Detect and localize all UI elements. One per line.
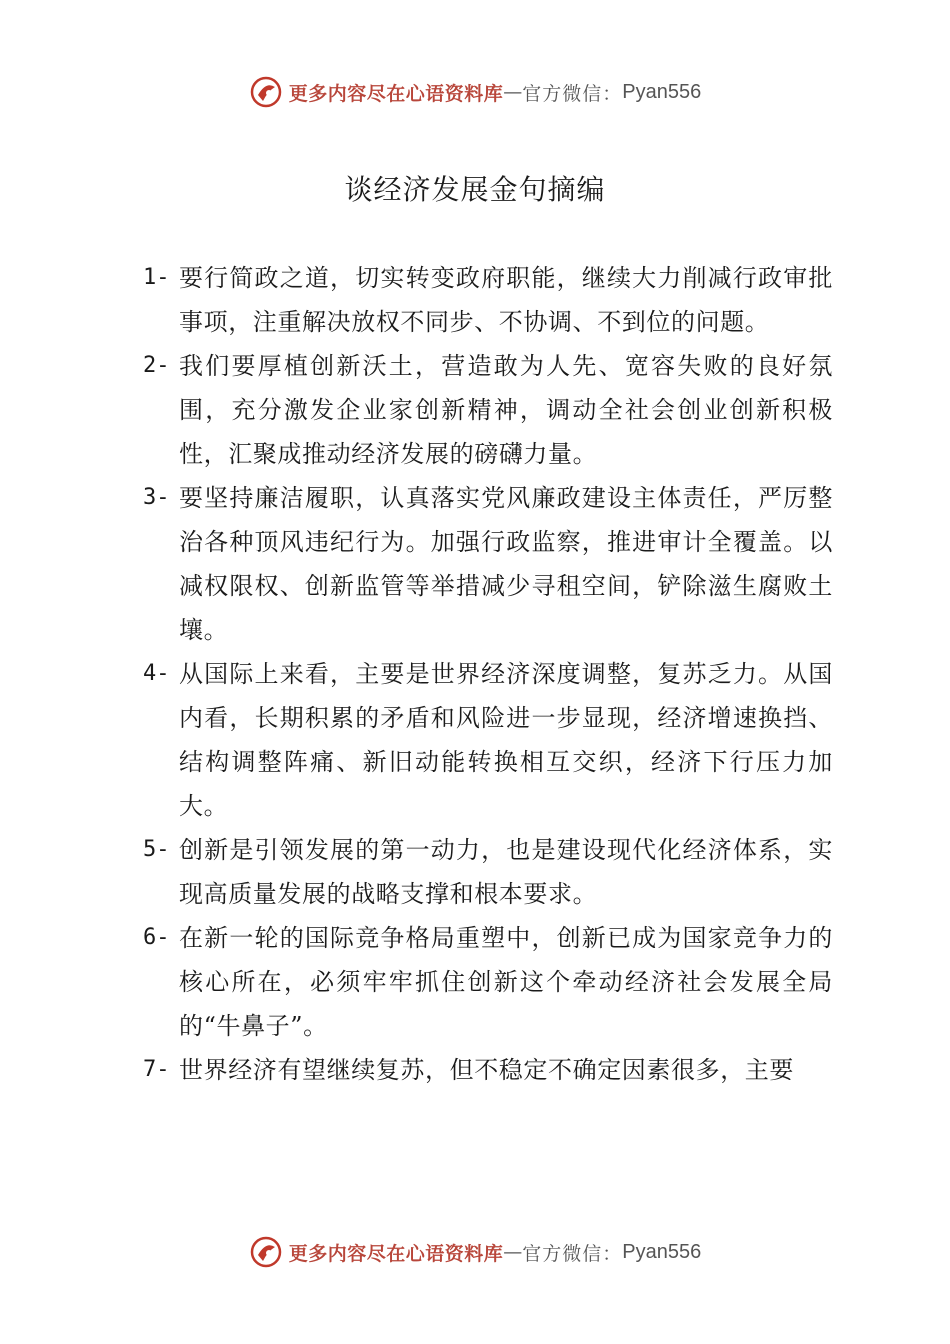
- item-text: 我们要厚植创新沃土，营造敢为人先、宽容失败的良好氛围，充分激发企业家创新精神，调动全社会创业创新积极性，汇聚成推动经济发展的磅礴力量。: [179, 352, 833, 468]
- list-item: [143, 256, 833, 344]
- banner-separator: —: [503, 81, 523, 103]
- list-item: [143, 828, 833, 916]
- item-text: 从国际上来看，主要是世界经济深度调整，复苏乏力。从国内看，长期积累的矛盾和风险进一步显现，经济增速换挡、结构调整阵痛、新旧动能转换相互交织，经济下行压力加大。: [179, 660, 833, 820]
- item-number: 6-: [143, 925, 170, 950]
- footer-banner: [0, 1232, 950, 1272]
- page-title: 谈经济发展金句摘编: [344, 173, 606, 206]
- banner-text: 更多内容尽在心语资料库: [288, 1242, 504, 1265]
- item-text: 创新是引领发展的第一动力，也是建设现代化经济体系，实现高质量发展的战略支撑和根本要求。: [179, 836, 833, 908]
- list-item: [143, 344, 833, 476]
- banner-wechat-id: Pyan556: [622, 80, 702, 103]
- item-text: 在新一轮的国际竞争格局重塑中，创新已成为国家竞争力的核心所在，必须牢牢抓住创新这个牵动经济社会发展全局的“牛鼻子”。: [179, 924, 833, 1040]
- item-text: 世界经济有望继续复苏，但不稳定不确定因素很多，主要: [179, 1056, 794, 1084]
- quote-list: [143, 256, 833, 1092]
- banner-wechat-label: 官方微信：: [522, 1242, 623, 1265]
- list-item: [143, 652, 833, 828]
- item-number: 7-: [143, 1057, 170, 1082]
- banner-wechat-label: 官方微信：: [522, 82, 623, 105]
- list-item: [143, 916, 833, 1048]
- banner-separator: —: [503, 1241, 523, 1263]
- item-number: 1-: [143, 265, 170, 290]
- logo-icon: [249, 1235, 283, 1269]
- item-number: 2-: [143, 353, 170, 378]
- item-number: 3-: [143, 485, 170, 510]
- item-number: 5-: [143, 837, 170, 862]
- list-item: [143, 1048, 833, 1092]
- list-item: [143, 476, 833, 652]
- item-number: 4-: [143, 661, 170, 686]
- header-banner: [0, 72, 950, 112]
- logo-icon: [249, 75, 283, 109]
- banner-text: 更多内容尽在心语资料库: [288, 82, 504, 105]
- banner-wechat-id: Pyan556: [622, 1240, 702, 1263]
- item-text: 要行简政之道，切实转变政府职能，继续大力削减行政审批事项，注重解决放权不同步、不协调、不到位的问题。: [179, 264, 833, 336]
- item-text: 要坚持廉洁履职，认真落实党风廉政建设主体责任，严厉整治各种顶风违纪行为。加强行政监察，推进审计全覆盖。以减权限权、创新监管等举措减少寻租空间，铲除滋生腐败土壤。: [179, 484, 833, 644]
